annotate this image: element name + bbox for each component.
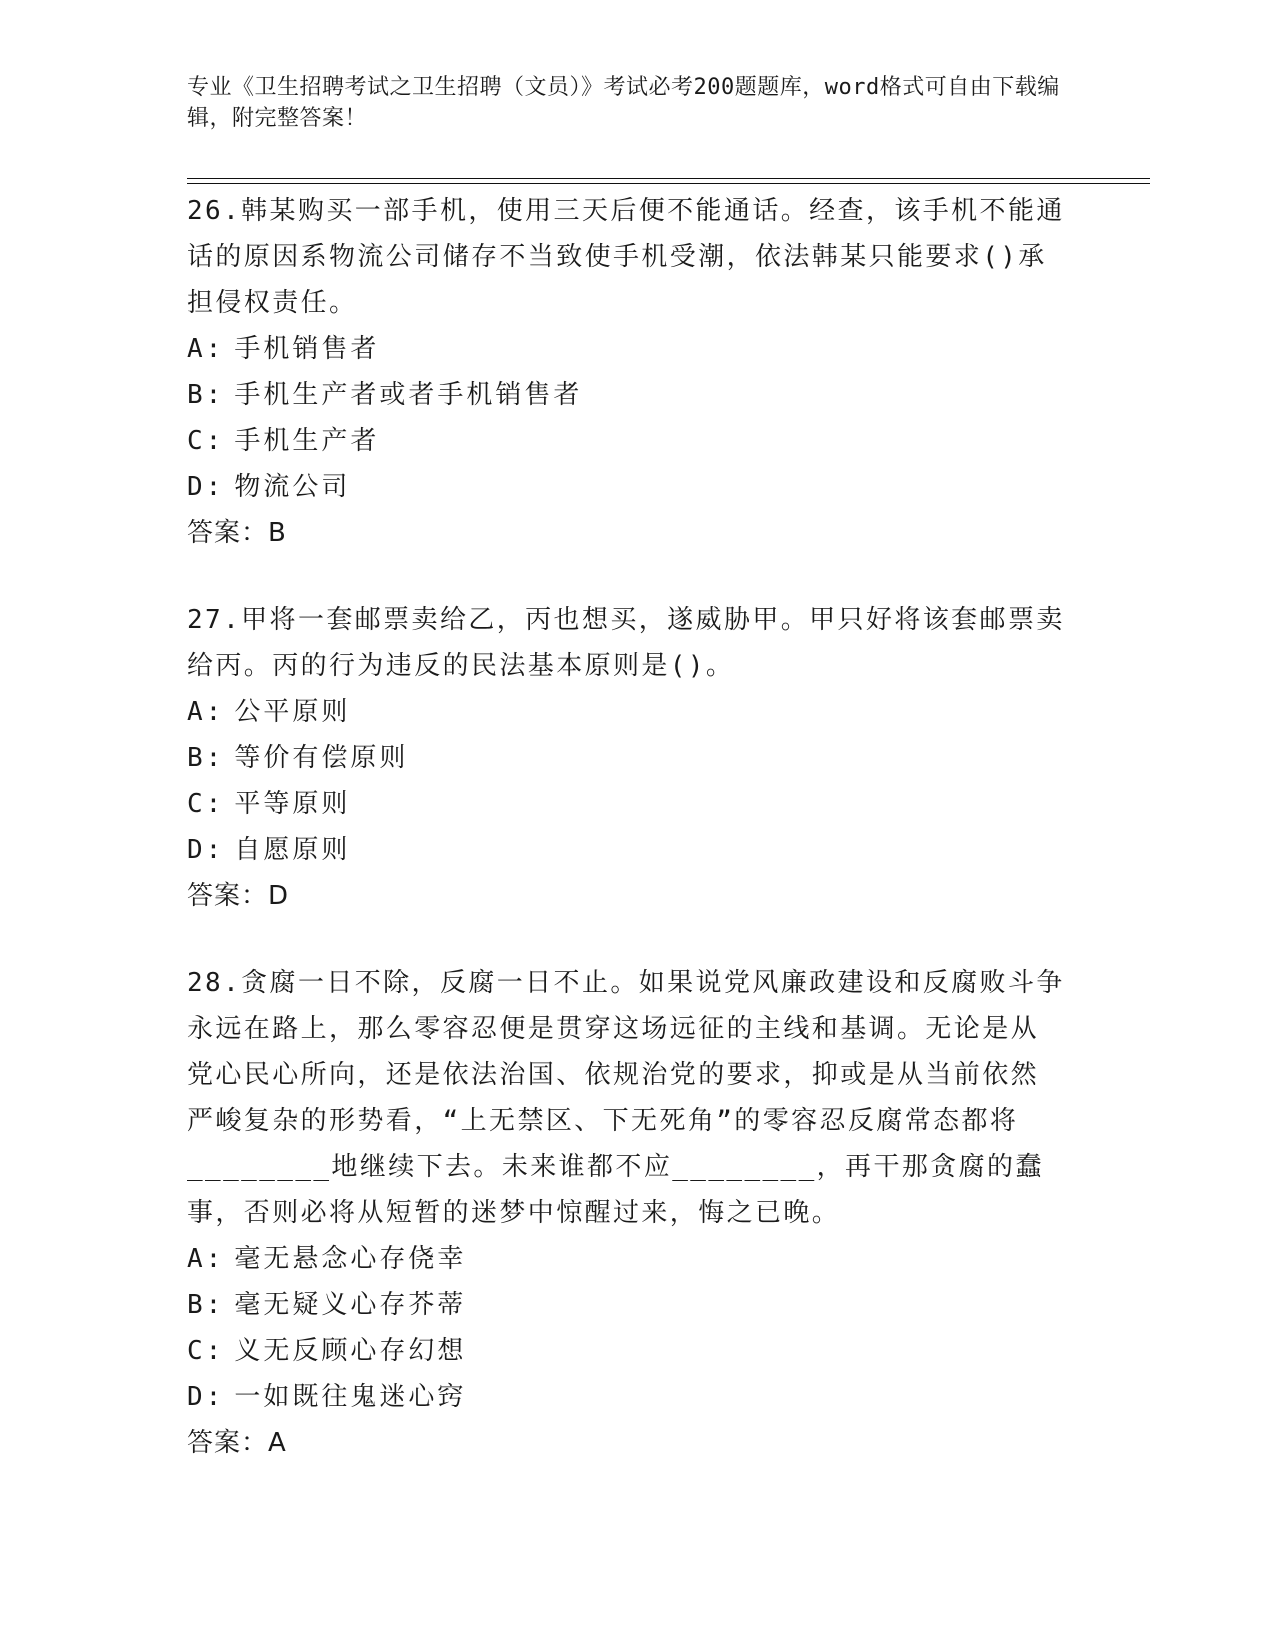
option-text: 义无反顾心存幻想: [234, 1336, 467, 1366]
option-text: 自愿原则: [234, 835, 351, 865]
option-letter: C:: [187, 789, 225, 819]
question-27: [187, 597, 1067, 919]
option-letter: D:: [187, 1382, 225, 1412]
option-b: [187, 735, 1067, 781]
option-letter: B:: [187, 380, 225, 410]
option-text: 毫无悬念心存侥幸: [234, 1244, 467, 1274]
option-letter: A:: [187, 334, 225, 364]
option-text: 手机生产者或者手机销售者: [234, 380, 583, 410]
question-stem: 27.甲将一套邮票卖给乙，丙也想买，遂威胁甲。甲只好将该套邮票卖给丙。丙的行为违反的民法基本原则是()。: [187, 605, 1065, 681]
option-d: [187, 827, 1067, 873]
header-rule-bottom: [187, 183, 1150, 184]
option-b: [187, 1282, 1067, 1328]
option-c: [187, 781, 1067, 827]
option-letter: B:: [187, 743, 225, 773]
question-stem: 28.贪腐一日不除，反腐一日不止。如果说党风廉政建设和反腐败斗争永远在路上，那么零容忍便是贯穿这场远征的主线和基调。无论是从党心民心所向，还是依法治国、依规治党的要求，抑或是从当前依然严峻复杂的形势看，“上无禁区、下无死角”的零容忍反腐常态都将________地继续下去。未来谁都不应________，再干那贪腐的蠢事，否则必将从短暂的迷梦中惊醒过来，悔之已晚。: [187, 968, 1065, 1228]
option-d: [187, 1374, 1067, 1420]
option-b: [187, 372, 1067, 418]
option-text: 手机销售者: [234, 334, 380, 364]
option-c: [187, 418, 1067, 464]
option-text: 平等原则: [234, 789, 351, 819]
option-text: 毫无疑义心存芥蒂: [234, 1290, 467, 1320]
answer-line: 答案：B: [187, 518, 287, 548]
option-letter: C:: [187, 1336, 225, 1366]
option-letter: B:: [187, 1290, 225, 1320]
option-text: 等价有偿原则: [234, 743, 409, 773]
option-text: 手机生产者: [234, 426, 380, 456]
option-letter: A:: [187, 1244, 225, 1274]
option-a: [187, 689, 1067, 735]
document-header: 专业《卫生招聘考试之卫生招聘（文员）》考试必考200题题库，word格式可自由下载编辑，附完整答案！: [187, 75, 1060, 131]
option-letter: D:: [187, 472, 225, 502]
option-c: [187, 1328, 1067, 1374]
option-letter: D:: [187, 835, 225, 865]
option-a: [187, 326, 1067, 372]
header-rule-top: [187, 178, 1150, 179]
option-letter: A:: [187, 697, 225, 727]
option-letter: C:: [187, 426, 225, 456]
answer-line: 答案：D: [187, 881, 290, 911]
option-text: 物流公司: [234, 472, 351, 502]
question-26: [187, 188, 1067, 556]
question-stem: 26.韩某购买一部手机，使用三天后便不能通话。经查，该手机不能通话的原因系物流公司储存不当致使手机受潮，依法韩某只能要求()承担侵权责任。: [187, 196, 1065, 318]
option-text: 公平原则: [234, 697, 351, 727]
option-d: [187, 464, 1067, 510]
option-text: 一如既往鬼迷心窍: [234, 1382, 467, 1412]
option-a: [187, 1236, 1067, 1282]
question-28: [187, 960, 1067, 1466]
answer-line: 答案：A: [187, 1428, 287, 1458]
